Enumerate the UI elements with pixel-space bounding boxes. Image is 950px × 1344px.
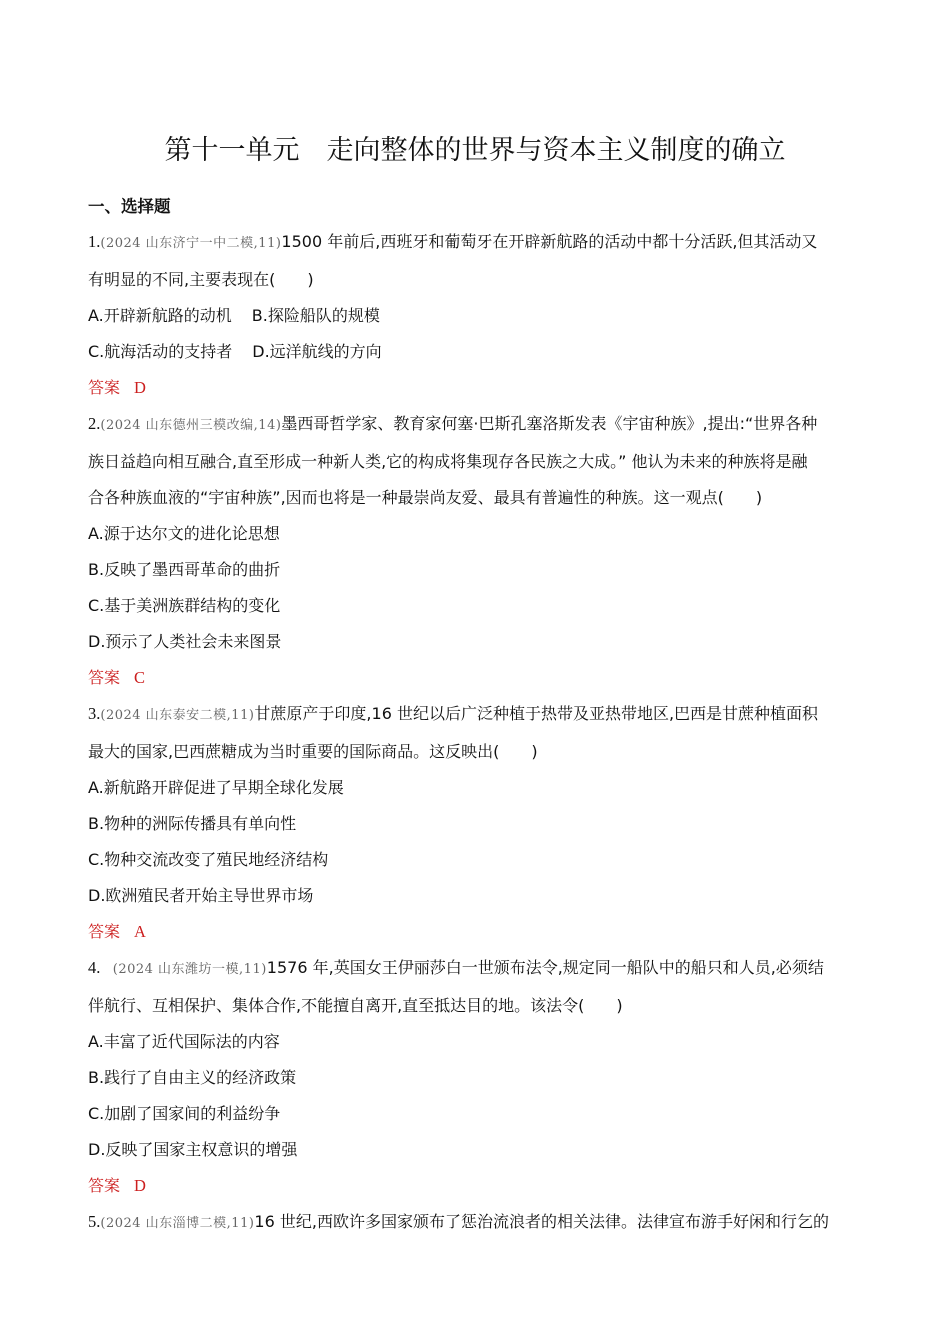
option-line [88,334,866,370]
option-line [88,1132,866,1168]
option-line [88,1024,866,1060]
answer-value: D [134,378,146,397]
question-stem-text: 族日益趋向相互融合,直至形成一种新人类,它的构成将集现存各民族之大成。” 他认为未来的种族将是融 [88,452,808,471]
answer-label: 答案 [88,1176,121,1195]
answer-option: C.物种交流改变了殖民地经济结构 [88,850,329,869]
question-stem-line [88,734,866,770]
question-block [88,696,866,950]
question-number: 1. [88,232,101,251]
question-stem-line [88,480,866,516]
option-line [88,552,866,588]
answer-value: D [134,1176,146,1195]
answer-option: B.反映了墨西哥革命的曲折 [88,560,281,579]
question-stem-text: 伴航行、互相保护、集体合作,不能擅自离开,直至抵达目的地。该法令( ) [88,996,623,1015]
answer-option: C.航海活动的支持者 [88,342,233,361]
question-stem-text: 1576 年,英国女王伊丽莎白一世颁布法令,规定同一船队中的船只和人员,必须结 [266,958,824,977]
option-line [88,878,866,914]
option-line [88,516,866,552]
question-stem-text: 合各种族血液的“宇宙种族”,因而也将是一种最崇尚友爱、最具有普遍性的种族。这一观点( ) [88,488,763,507]
answer-line [88,914,866,950]
answer-option: B.物种的洲际传播具有单向性 [88,814,297,833]
question-number: 2. [88,414,101,433]
question-stem-line [88,444,866,480]
question-block [88,950,866,1204]
question-stem-text: 甘蔗原产于印度,16 世纪以后广泛种植于热带及亚热带地区,巴西是甘蔗种植面积 [254,704,819,723]
question-source: (2024 山东济宁一中二模,11) [100,236,282,251]
question-stem-line [88,1204,866,1242]
answer-option: A.开辟新航路的动机 [88,306,232,325]
answer-label: 答案 [88,378,121,397]
question-source: (2024 山东潍坊一模,11) [112,962,267,977]
question-stem-line [88,224,866,262]
question-stem-text: 有明显的不同,主要表现在( ) [88,270,314,289]
answer-label: 答案 [88,668,121,687]
question-number: 3. [88,704,101,723]
answer-option: D.反映了国家主权意识的增强 [88,1140,298,1159]
answer-line [88,660,866,696]
answer-option: A.新航路开辟促进了早期全球化发展 [88,778,344,797]
question-stem-line [88,406,866,444]
option-line [88,298,866,334]
answer-value: C [134,668,146,687]
answer-line [88,370,866,406]
question-source: (2024 山东德州三模改编,14) [100,418,282,433]
question-source: (2024 山东泰安二模,11) [100,708,255,723]
section-heading: 一、选择题 [88,197,171,216]
question-stem-line [88,696,866,734]
question-block [88,406,866,696]
option-line [88,842,866,878]
question-stem-text: 1500 年前后,西班牙和葡萄牙在开辟新航路的活动中都十分活跃,但其活动又 [281,232,818,251]
question-number: 4. [88,958,113,977]
option-line [88,624,866,660]
option-line [88,1060,866,1096]
answer-option: B.践行了自由主义的经济政策 [88,1068,297,1087]
question-stem-line [88,950,866,988]
answer-option: C.基于美洲族群结构的变化 [88,596,281,615]
question-stem-line [88,262,866,298]
question-stem-text: 16 世纪,西欧许多国家颁布了惩治流浪者的相关法律。法律宣布游手好闲和行乞的 [254,1212,829,1231]
question-block [88,1204,866,1242]
answer-option: D.预示了人类社会未来图景 [88,632,282,651]
option-line [88,770,866,806]
answer-option: D.远洋航线的方向 [252,342,382,361]
question-stem-text: 最大的国家,巴西蔗糖成为当时重要的国际商品。这反映出( ) [88,742,538,761]
question-list [88,194,866,1242]
answer-option: C.加剧了国家间的利益纷争 [88,1104,281,1123]
question-stem-line [88,988,866,1024]
answer-option: B.探险船队的规模 [251,306,380,325]
answer-option: A.丰富了近代国际法的内容 [88,1032,280,1051]
answer-line [88,1168,866,1204]
option-line [88,1096,866,1132]
answer-value: A [134,922,146,941]
question-stem-text: 墨西哥哲学家、教育家何塞·巴斯孔塞洛斯发表《宇宙种族》,提出:“世界各种 [281,414,818,433]
question-number: 5. [88,1212,101,1231]
answer-option: D.欧洲殖民者开始主导世界市场 [88,886,314,905]
option-line [88,588,866,624]
answer-label: 答案 [88,922,121,941]
option-line [88,806,866,842]
page-title: 第十一单元 走向整体的世界与资本主义制度的确立 [164,135,786,166]
question-block [88,224,866,406]
answer-option: A.源于达尔文的进化论思想 [88,524,280,543]
question-source: (2024 山东淄博二模,11) [100,1216,255,1231]
